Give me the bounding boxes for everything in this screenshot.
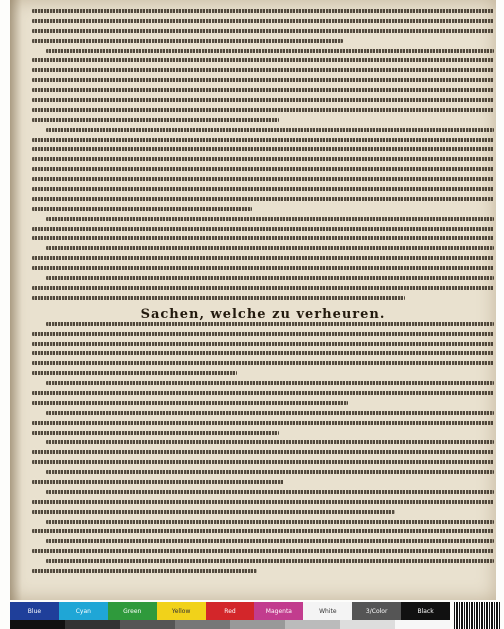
text-line bbox=[32, 214, 494, 224]
text-line bbox=[32, 55, 494, 65]
grey-swatch bbox=[340, 620, 395, 629]
color-swatch: White bbox=[303, 602, 352, 620]
newspaper-page bbox=[10, 0, 496, 600]
text-line bbox=[32, 115, 494, 125]
fraktur-text-line-ink bbox=[32, 510, 395, 514]
fraktur-text-line-ink bbox=[32, 256, 494, 260]
text-line bbox=[32, 368, 494, 378]
greyscale-calibration-bar bbox=[10, 620, 450, 629]
fraktur-text-line-ink bbox=[32, 460, 494, 464]
text-line bbox=[32, 507, 494, 517]
fraktur-text-line-ink bbox=[32, 480, 284, 484]
text-line bbox=[32, 26, 494, 36]
text-line bbox=[32, 95, 494, 105]
grey-swatch bbox=[65, 620, 120, 629]
fraktur-text-line-ink bbox=[46, 276, 494, 280]
grey-swatch bbox=[230, 620, 285, 629]
fraktur-text-line-ink bbox=[32, 19, 494, 23]
fraktur-text-line-ink bbox=[32, 332, 494, 336]
fraktur-text-line-ink bbox=[32, 29, 494, 33]
grey-swatch bbox=[175, 620, 230, 629]
fraktur-text-line-ink bbox=[32, 147, 494, 151]
barcode-icon bbox=[454, 602, 500, 629]
color-swatch: Magenta bbox=[254, 602, 303, 620]
color-swatch: 3/Color bbox=[352, 602, 401, 620]
color-swatch: Black bbox=[401, 602, 450, 620]
text-line bbox=[32, 204, 494, 214]
fraktur-text-line-ink bbox=[32, 371, 237, 375]
fraktur-text-line-ink bbox=[32, 401, 348, 405]
text-line bbox=[32, 428, 494, 438]
fraktur-text-line-ink bbox=[32, 549, 494, 553]
fraktur-text-line-ink bbox=[32, 78, 494, 82]
text-line bbox=[32, 135, 494, 145]
fraktur-text-line-ink bbox=[46, 559, 494, 563]
fraktur-text-line-ink bbox=[32, 450, 494, 454]
fraktur-text-line-ink bbox=[32, 68, 494, 72]
text-line bbox=[32, 144, 494, 154]
fraktur-text-line-ink bbox=[32, 167, 494, 171]
grey-swatch bbox=[395, 620, 450, 629]
text-line bbox=[32, 46, 494, 56]
grey-swatch bbox=[10, 620, 65, 629]
fraktur-text-line-ink bbox=[32, 98, 494, 102]
text-line bbox=[32, 293, 494, 303]
text-line bbox=[32, 348, 494, 358]
text-line bbox=[32, 418, 494, 428]
text-line bbox=[32, 164, 494, 174]
fraktur-text-line-ink bbox=[46, 322, 494, 326]
fraktur-text-line-ink bbox=[46, 539, 494, 543]
text-line bbox=[32, 263, 494, 273]
text-line bbox=[32, 447, 494, 457]
fraktur-text-line-ink bbox=[32, 266, 494, 270]
fraktur-text-line-ink bbox=[46, 520, 494, 524]
text-line bbox=[32, 194, 494, 204]
text-line bbox=[32, 6, 494, 16]
fraktur-text-line-ink bbox=[32, 421, 494, 425]
fraktur-text-line-ink bbox=[46, 381, 494, 385]
text-line bbox=[32, 125, 494, 135]
fraktur-text-line-ink bbox=[46, 217, 494, 221]
text-line bbox=[32, 85, 494, 95]
fraktur-text-line-ink bbox=[32, 207, 252, 211]
grey-swatch bbox=[120, 620, 175, 629]
text-line bbox=[32, 457, 494, 467]
fraktur-text-line-ink bbox=[32, 157, 494, 161]
fraktur-text-block bbox=[32, 6, 494, 576]
text-line bbox=[32, 536, 494, 546]
section-heading: Sachen, welche zu verheuren. bbox=[140, 306, 386, 322]
text-line bbox=[32, 105, 494, 115]
fraktur-text-line-ink bbox=[32, 361, 494, 365]
fraktur-text-line-ink bbox=[32, 88, 494, 92]
text-line bbox=[32, 398, 494, 408]
text-line bbox=[32, 243, 494, 253]
text-line bbox=[32, 283, 494, 293]
section-heading-row bbox=[32, 303, 494, 322]
color-swatch: Blue bbox=[10, 602, 59, 620]
text-line bbox=[32, 358, 494, 368]
color-calibration-bar bbox=[10, 602, 450, 620]
text-line bbox=[32, 467, 494, 477]
fraktur-text-line-ink bbox=[46, 411, 494, 415]
text-line bbox=[32, 36, 494, 46]
text-line bbox=[32, 378, 494, 388]
text-line bbox=[32, 253, 494, 263]
fraktur-text-line-ink bbox=[46, 128, 494, 132]
text-line bbox=[32, 339, 494, 349]
fraktur-text-line-ink bbox=[32, 227, 494, 231]
text-line bbox=[32, 154, 494, 164]
fraktur-text-line-ink bbox=[46, 470, 494, 474]
color-swatch: Yellow bbox=[157, 602, 206, 620]
text-line bbox=[32, 329, 494, 339]
fraktur-text-line-ink bbox=[32, 296, 405, 300]
text-line bbox=[32, 75, 494, 85]
text-line bbox=[32, 546, 494, 556]
fraktur-text-line-ink bbox=[32, 569, 257, 573]
grey-swatch bbox=[285, 620, 340, 629]
fraktur-text-line-ink bbox=[32, 118, 279, 122]
text-line bbox=[32, 174, 494, 184]
fraktur-text-line-ink bbox=[46, 490, 494, 494]
fraktur-text-line-ink bbox=[32, 236, 494, 240]
fraktur-text-line-ink bbox=[32, 108, 494, 112]
fraktur-text-line-ink bbox=[32, 500, 494, 504]
fraktur-text-line-ink bbox=[46, 49, 494, 53]
fraktur-text-line-ink bbox=[32, 138, 494, 142]
text-line bbox=[32, 16, 494, 26]
text-line bbox=[32, 437, 494, 447]
text-line bbox=[32, 184, 494, 194]
text-line bbox=[32, 526, 494, 536]
fraktur-text-line-ink bbox=[32, 529, 494, 533]
fraktur-text-line-ink bbox=[32, 197, 494, 201]
fraktur-text-line-ink bbox=[32, 187, 494, 191]
text-line bbox=[32, 388, 494, 398]
text-line bbox=[32, 497, 494, 507]
text-line bbox=[32, 224, 494, 234]
text-line bbox=[32, 273, 494, 283]
text-line bbox=[32, 556, 494, 566]
color-swatch: Cyan bbox=[59, 602, 108, 620]
fraktur-text-line-ink bbox=[32, 39, 343, 43]
fraktur-text-line-ink bbox=[32, 391, 494, 395]
text-line bbox=[32, 65, 494, 75]
text-line bbox=[32, 319, 494, 329]
fraktur-text-line-ink bbox=[32, 177, 494, 181]
text-line bbox=[32, 487, 494, 497]
text-line bbox=[32, 233, 494, 243]
color-swatch: Green bbox=[108, 602, 157, 620]
fraktur-text-line-ink bbox=[46, 440, 494, 444]
text-line bbox=[32, 477, 494, 487]
fraktur-text-line-ink bbox=[32, 9, 494, 13]
fraktur-text-line-ink bbox=[32, 58, 494, 62]
color-swatch: Red bbox=[206, 602, 255, 620]
text-line bbox=[32, 408, 494, 418]
fraktur-text-line-ink bbox=[46, 246, 494, 250]
text-line bbox=[32, 566, 494, 576]
fraktur-text-line-ink bbox=[32, 342, 494, 346]
fraktur-text-line-ink bbox=[32, 351, 494, 355]
fraktur-text-line-ink bbox=[32, 431, 279, 435]
text-line bbox=[32, 517, 494, 527]
fraktur-text-line-ink bbox=[32, 286, 494, 290]
